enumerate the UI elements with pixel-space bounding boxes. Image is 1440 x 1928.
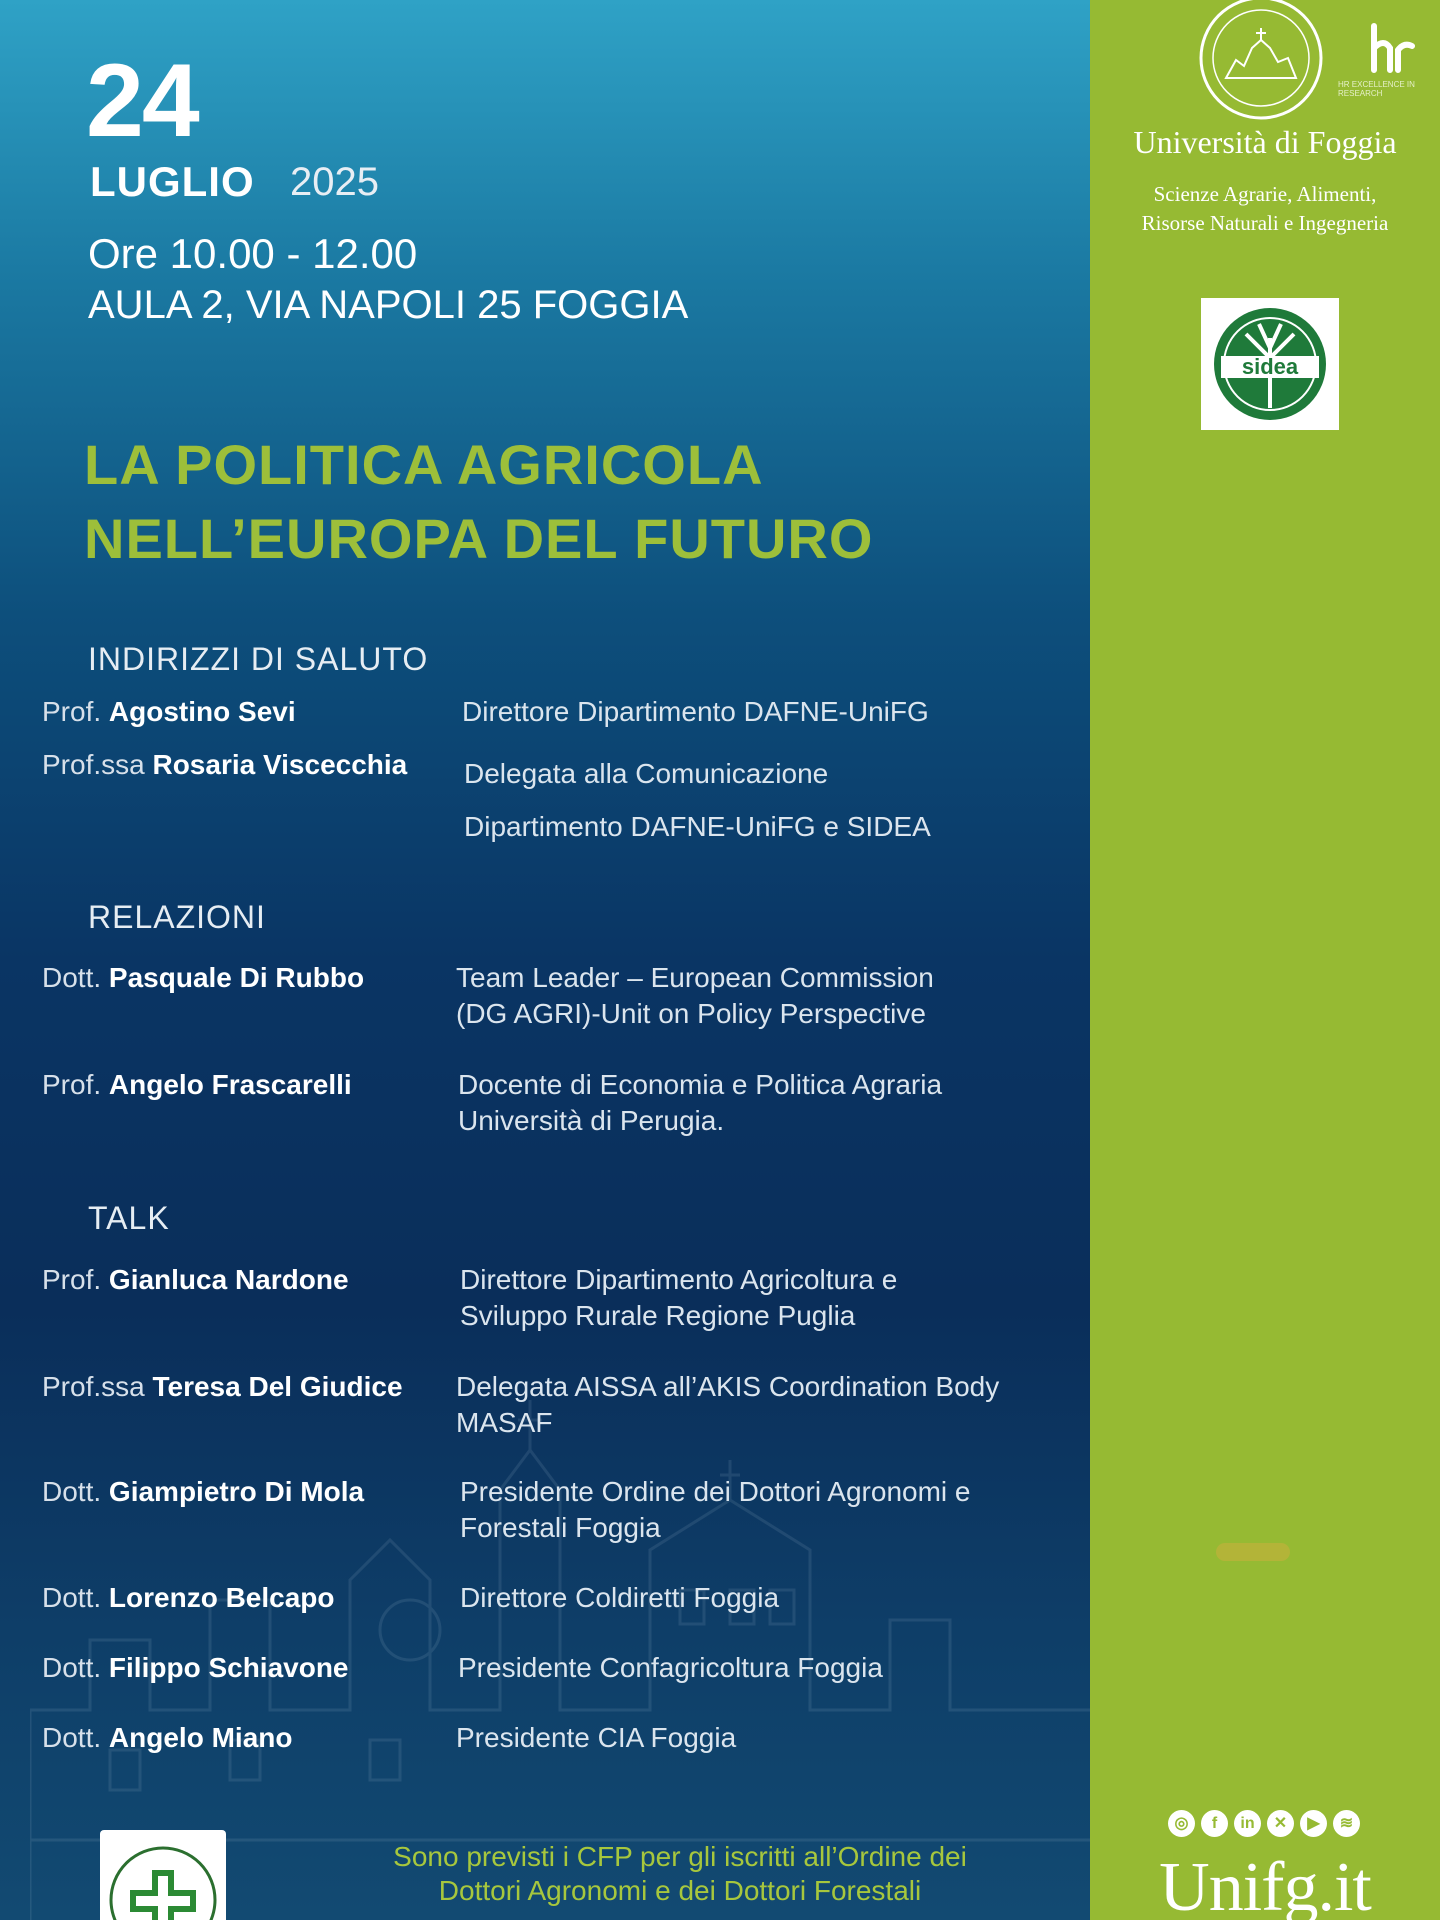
- speaker-fullname: Filippo Schiavone: [108, 1652, 349, 1683]
- speaker-role-line: Delegata AISSA all’AKIS Coordination Body: [456, 1371, 1000, 1402]
- speaker-role: [460, 1262, 897, 1334]
- website-logo[interactable]: Unifg.it: [1159, 1849, 1371, 1926]
- department-line-1: Scienze Agrarie, Alimenti,: [1153, 182, 1377, 206]
- speaker-role-line: Direttore Coldiretti Foggia: [460, 1582, 780, 1613]
- cfp-line-2: Dottori Agronomi e dei Dottori Forestali: [438, 1875, 922, 1906]
- speaker-name: [42, 1069, 352, 1101]
- ordine-agronomi-emblem: [100, 1830, 226, 1920]
- speaker-role-line: Direttore Dipartimento Agricoltura e: [460, 1264, 898, 1295]
- speaker-title: Dott.: [42, 1582, 102, 1613]
- speaker-title: Dott.: [42, 1652, 102, 1683]
- speaker-role-line: Direttore Dipartimento DAFNE-UniFG: [462, 696, 929, 727]
- speaker-title: Prof.: [42, 1069, 102, 1100]
- speaker-role: [456, 960, 934, 1032]
- speaker-role: [458, 1067, 942, 1139]
- university-name: Università di Foggia: [1133, 124, 1397, 160]
- speaker-fullname: Gianluca Nardone: [108, 1264, 349, 1295]
- speaker-role-line: Università di Perugia.: [458, 1105, 725, 1136]
- ordine-agronomi-logo: [100, 1830, 226, 1920]
- event-place: AULA 2, VIA NAPOLI 25 FOGGIA: [88, 283, 689, 327]
- speaker-role: [456, 1720, 736, 1756]
- speaker-role-line: Presidente CIA Foggia: [456, 1722, 737, 1753]
- title-line-2: NELL’EUROPA DEL FUTURO: [84, 507, 874, 570]
- title-line-1: LA POLITICA AGRICOLA: [84, 433, 764, 496]
- speaker-fullname: Giampietro Di Mola: [108, 1476, 365, 1507]
- speaker-fullname: Angelo Frascarelli: [108, 1069, 352, 1100]
- speaker-role: [460, 1580, 779, 1616]
- speaker-fullname: Rosaria Viscecchia: [152, 749, 408, 780]
- sidebar-panel: [1090, 0, 1440, 1920]
- speaker-role-line: Sviluppo Rurale Regione Puglia: [460, 1300, 856, 1331]
- speaker-title: Prof.ssa: [42, 749, 145, 780]
- speaker-title: Prof.: [42, 696, 102, 727]
- speaker-name: [42, 1722, 292, 1754]
- cfp-line-1: Sono previsti i CFP per gli iscritti all’Ordine dei: [393, 1841, 967, 1872]
- event-day: 24: [86, 43, 198, 159]
- speaker-role: [460, 1474, 971, 1546]
- department-name: [1090, 180, 1440, 238]
- speaker-role: [458, 1650, 883, 1686]
- speaker-role-line: Delegata alla Comunicazione: [464, 758, 829, 789]
- hr-excellence-label: HR EXCELLENCE IN RESEARCH: [1338, 80, 1415, 98]
- speaker-role: [456, 1369, 999, 1441]
- speaker-name: [42, 696, 296, 728]
- event-year: 2025: [290, 160, 379, 204]
- speaker-role-line: (DG AGRI)-Unit on Policy Perspective: [456, 998, 926, 1029]
- hr-excellence-icon: [1364, 18, 1420, 78]
- speaker-fullname: Teresa Del Giudice: [152, 1371, 403, 1402]
- speaker-role: [464, 747, 931, 853]
- department-line-2: Risorse Naturali e Ingegneria: [1141, 211, 1389, 235]
- university-seal-icon: [1196, 0, 1326, 120]
- facebook-icon[interactable]: f: [1201, 1810, 1228, 1837]
- speaker-fullname: Angelo Miano: [108, 1722, 293, 1753]
- youtube-icon[interactable]: ▶: [1300, 1810, 1327, 1837]
- linkedin-icon[interactable]: in: [1234, 1810, 1261, 1837]
- sidea-label: sidea: [1241, 354, 1299, 379]
- section-relazioni: RELAZIONI: [88, 899, 266, 935]
- speaker-title: Dott.: [42, 1722, 102, 1753]
- speaker-role-line: Forestali Foggia: [460, 1512, 661, 1543]
- speaker-name: [42, 749, 407, 781]
- speaker-title: Prof.: [42, 1264, 102, 1295]
- speaker-fullname: Lorenzo Belcapo: [108, 1582, 335, 1613]
- speaker-role-line: MASAF: [456, 1407, 553, 1438]
- cfp-notice: [300, 1840, 1060, 1908]
- speaker-name: [42, 1264, 349, 1296]
- speaker-name: [42, 962, 364, 994]
- social-links: [1168, 1810, 1360, 1837]
- sidea-tree-icon: [1201, 298, 1339, 430]
- event-month: LUGLIO: [90, 158, 255, 205]
- instagram-icon[interactable]: ◎: [1168, 1810, 1195, 1837]
- speaker-role-line: Presidente Ordine dei Dottori Agronomi e: [460, 1476, 971, 1507]
- speaker-fullname: Pasquale Di Rubbo: [108, 962, 365, 993]
- speaker-title: Dott.: [42, 962, 102, 993]
- section-saluti: INDIRIZZI DI SALUTO: [88, 641, 429, 677]
- speaker-role-line: Presidente Confagricoltura Foggia: [458, 1652, 883, 1683]
- event-hours: Ore 10.00 - 12.00: [88, 230, 418, 277]
- speaker-title: Prof.ssa: [42, 1371, 145, 1402]
- speaker-name: [42, 1476, 364, 1508]
- speaker-name: [42, 1652, 349, 1684]
- x-icon[interactable]: ✕: [1267, 1810, 1294, 1837]
- spotify-icon[interactable]: ≋: [1333, 1810, 1360, 1837]
- speaker-fullname: Agostino Sevi: [108, 696, 296, 727]
- speaker-name: [42, 1582, 335, 1614]
- speaker-title: Dott.: [42, 1476, 102, 1507]
- speaker-role: [462, 694, 929, 730]
- speaker-role-line: Docente di Economia e Politica Agraria: [458, 1069, 943, 1100]
- speaker-name: [42, 1371, 403, 1403]
- speaker-role-line: Team Leader – European Commission: [456, 962, 934, 993]
- speaker-role-line: Dipartimento DAFNE-UniFG e SIDEA: [464, 811, 931, 842]
- section-talk: TALK: [88, 1200, 170, 1236]
- sidea-logo: [1201, 298, 1339, 430]
- event-title: [84, 428, 873, 576]
- decorative-mark: [1216, 1543, 1290, 1561]
